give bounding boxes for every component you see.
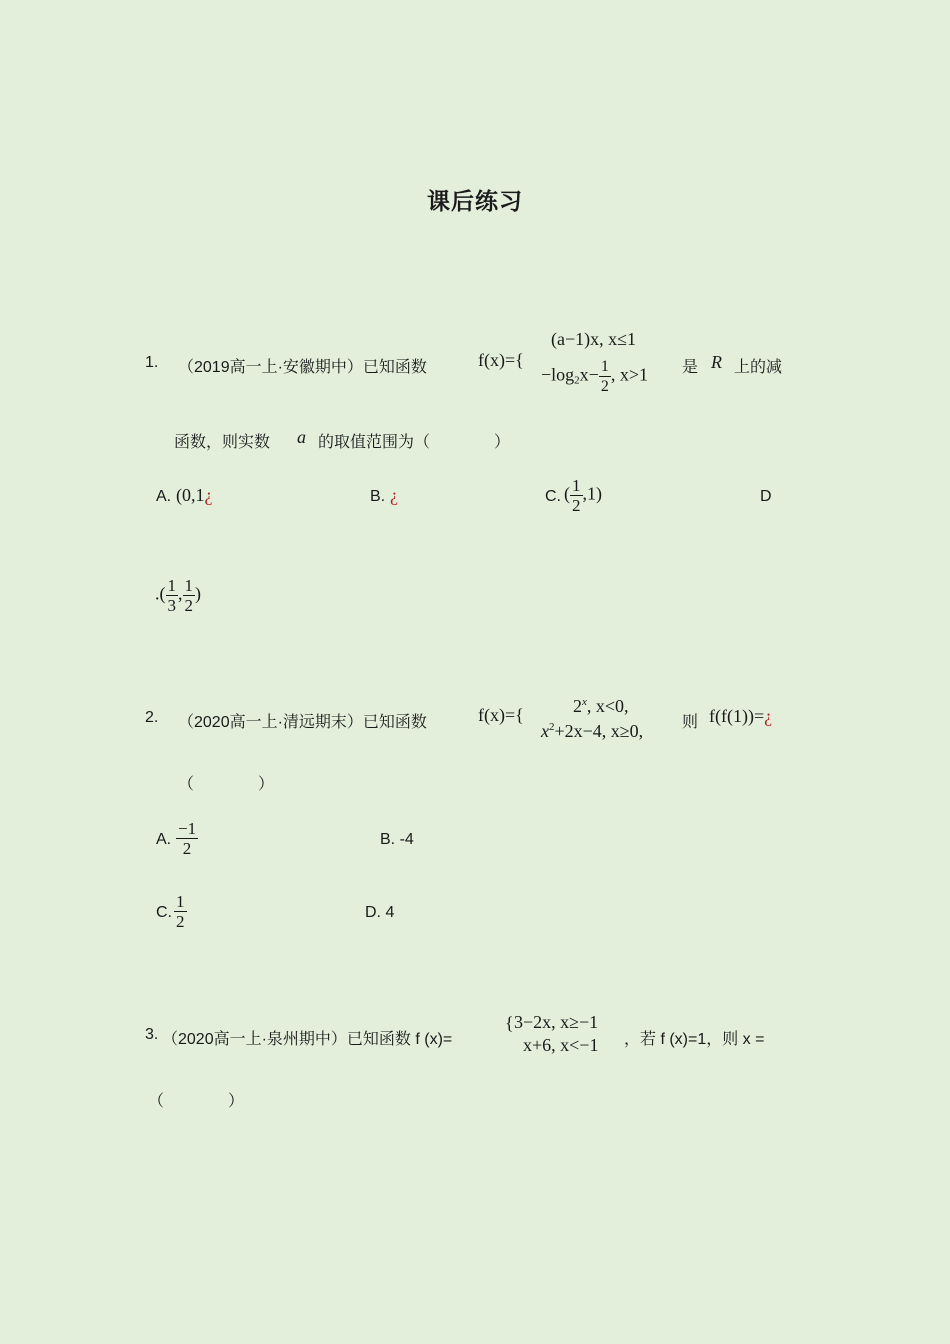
text-ze: 则	[682, 714, 699, 731]
answer-paren: （ ）	[148, 1093, 245, 1110]
question-number: 1.	[145, 354, 159, 371]
option-b-label[interactable]: B.	[370, 488, 386, 505]
option-a-value[interactable]: (0,1¿	[176, 485, 213, 505]
option-d-label[interactable]: D	[760, 488, 772, 505]
answer-paren: （ ）	[178, 776, 275, 793]
option-d-value[interactable]: .( $\frac{1}{3}$ , $\frac{1}{2}$ )	[155, 576, 201, 615]
piecewise-case-2: x+6, x<−1	[523, 1035, 599, 1055]
option-c-value[interactable]: $\frac{1}{2}$	[176, 892, 185, 931]
function-name: f(x)={	[478, 350, 524, 370]
piecewise-case-1: 3−2x, x≥−1	[514, 1012, 599, 1032]
option-b-value[interactable]: ¿	[390, 485, 398, 505]
question-number: 2.	[145, 709, 159, 726]
option-c-label[interactable]: C.	[156, 904, 172, 921]
variable-R: R	[711, 352, 722, 372]
option-a-value[interactable]: $\frac{-1}{2}$	[178, 819, 197, 858]
option-b[interactable]: B. -4	[380, 831, 414, 848]
text-line-2: 函数，则实数	[174, 434, 271, 451]
function-name: f(x)={	[478, 705, 524, 725]
piecewise-case-1: (a−1)x, x≤1	[551, 329, 637, 349]
piecewise-case-2: −log2x− $\frac{1}{2}$ , x>1	[541, 358, 648, 395]
variable-a: a	[297, 427, 306, 447]
question-text-continued: ，若 f (x)=1，则 x =	[624, 1031, 765, 1048]
option-c-value[interactable]: ( $\frac{1}{2}$ ,1)	[564, 476, 602, 515]
option-a-label[interactable]: A.	[156, 488, 172, 505]
text-continued: 上的减	[734, 359, 783, 376]
piecewise-brace: {	[505, 1013, 514, 1033]
piecewise-case-2: $x^2+2x-4$, x≥0,	[541, 721, 644, 741]
composite-expression: f(f(1))=¿	[709, 706, 773, 726]
option-a-label[interactable]: A.	[156, 831, 172, 848]
question-number: 3.	[145, 1026, 159, 1043]
question-source: （2019高一上·安徽期中）已知函数	[178, 359, 427, 376]
option-d[interactable]: D. 4	[365, 904, 395, 921]
text-line-2b: 的取值范围为（ ）	[318, 434, 511, 451]
text-shi: 是	[682, 359, 699, 376]
page-title: 课后练习	[427, 188, 523, 214]
question-text: （2020高一上·泉州期中）已知函数 f (x)=	[162, 1031, 453, 1048]
piecewise-case-1: 2$^x$, x<0,	[573, 696, 629, 716]
option-c-label[interactable]: C.	[545, 488, 561, 505]
question-source: （2020高一上·清远期末）已知函数	[178, 714, 427, 731]
